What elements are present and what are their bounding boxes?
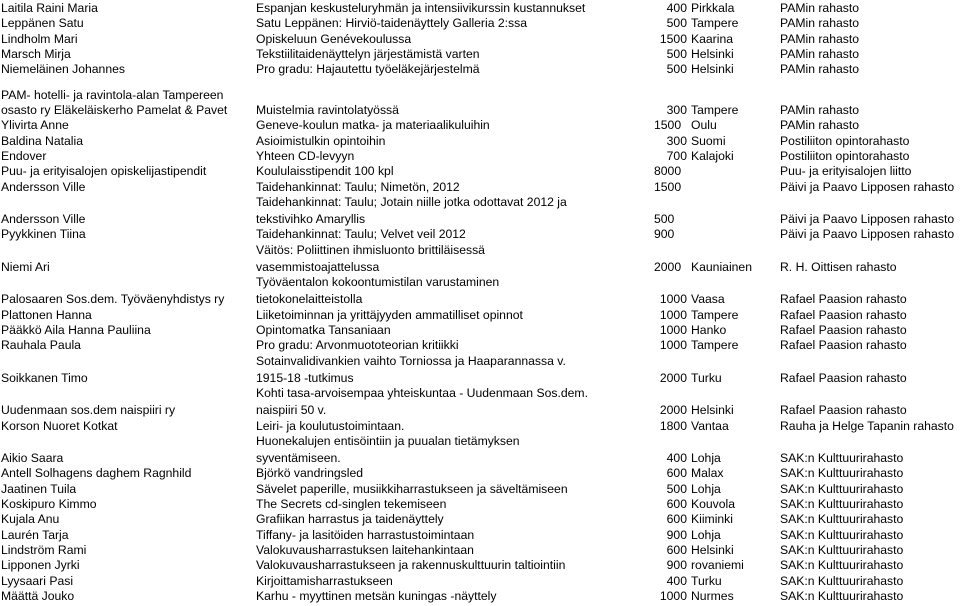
fund-name: Rafael Paasion rahasto: [780, 292, 907, 306]
grant-amount: 600: [666, 543, 687, 557]
grant-purpose: Valokuvausharrastukseen ja rakennuskulttuurin taltiointiin: [256, 558, 566, 572]
fund-name: PAMin rahasto: [780, 1, 860, 15]
grant-purpose: Espanjan keskusteluryhmän ja intensiivikurssin kustannukset: [256, 1, 586, 15]
recipient-location: Kalajoki: [691, 149, 734, 163]
grant-purpose: Liiketoiminnan ja yrittäjyyden ammatilliset opinnot: [256, 308, 523, 322]
fund-name: Päivi ja Paavo Lipposen rahasto: [780, 180, 955, 194]
recipient-location: Turku: [691, 371, 722, 385]
grant-amount: 1800: [659, 419, 687, 433]
grant-amount: 500: [654, 212, 675, 226]
grant-purpose: Kohti tasa-arvoisempaa yhteiskuntaa - Uudenmaan Sos.dem.: [256, 386, 588, 400]
grant-amount: 1500: [654, 180, 682, 194]
grant-purpose: syventämiseen.: [256, 451, 341, 465]
recipient-name: Puu- ja erityisalojen opiskelijastipendit: [1, 164, 207, 178]
fund-name: Postiliiton opintorahasto: [780, 149, 910, 163]
grant-purpose: Björkö vandringsled: [256, 466, 364, 480]
fund-name: SAK:n Kulttuurirahasto: [780, 512, 904, 526]
fund-name: PAMin rahasto: [780, 103, 860, 117]
fund-name: Rafael Paasion rahasto: [780, 308, 907, 322]
recipient-location: Tampere: [691, 16, 739, 30]
grant-purpose: Taidehankinnat: Taulu; Velvet veil 2012: [256, 227, 466, 241]
recipient-name: Koskipuro Kimmo: [1, 497, 97, 511]
grant-amount: 8000: [654, 164, 682, 178]
grant-purpose: Taidehankinnat: Taulu; Jotain niille jotka odottavat 2012 ja: [256, 195, 567, 209]
recipient-name: PAM- hotelli- ja ravintola-alan Tampereen: [1, 88, 224, 102]
recipient-location: Tampere: [691, 338, 739, 352]
grant-amount: 1000: [659, 292, 687, 306]
grant-amount: 500: [666, 482, 687, 496]
recipient-name: Rauhala Paula: [1, 338, 81, 352]
recipient-location: Nurmes: [691, 589, 734, 603]
recipient-name: Aikio Saara: [1, 451, 64, 465]
grant-amount: 900: [666, 528, 687, 542]
fund-name: PAMin rahasto: [780, 62, 860, 76]
grant-purpose: Grafiikan harrastus ja taidenäyttely: [256, 512, 444, 526]
recipient-location: Lohja: [691, 482, 721, 496]
recipient-location: Lohja: [691, 451, 721, 465]
grant-purpose: Tiffany- ja lasitöiden harrastustoimintaan: [256, 528, 475, 542]
grant-purpose: The Secrets cd-singlen tekemiseen: [256, 497, 447, 511]
recipient-location: Vantaa: [691, 419, 729, 433]
grant-amount: 1500: [659, 32, 687, 46]
grant-purpose: Satu Leppänen: Hirviö-taidenäyttely Galleria 2:ssa: [256, 16, 527, 30]
recipient-location: Malax: [691, 466, 724, 480]
recipient-name: Laurén Tarja: [1, 528, 69, 542]
fund-name: SAK:n Kulttuurirahasto: [780, 558, 904, 572]
fund-name: SAK:n Kulttuurirahasto: [780, 589, 904, 603]
fund-name: SAK:n Kulttuurirahasto: [780, 543, 904, 557]
recipient-name: Pyykkinen Tiina: [1, 227, 86, 241]
fund-name: Puu- ja erityisalojen liitto: [780, 164, 912, 178]
recipient-name: Baldina Natalia: [1, 134, 83, 148]
fund-name: PAMin rahasto: [780, 118, 860, 132]
recipient-location: Hanko: [691, 323, 727, 337]
recipient-name: Plattonen Hanna: [1, 308, 92, 322]
grant-amount: 400: [666, 451, 687, 465]
recipient-name: Laitila Raini Maria: [1, 1, 98, 15]
recipient-name: Uudenmaan sos.dem naispiiri ry: [1, 403, 176, 417]
recipient-name: Lindholm Mari: [1, 32, 78, 46]
grant-amount: 1000: [659, 308, 687, 322]
fund-name: PAMin rahasto: [780, 16, 860, 30]
grant-purpose: Karhu - myyttinen metsän kuningas -näyttely: [256, 589, 497, 603]
grant-amount: 2000: [654, 260, 682, 274]
recipient-location: Turku: [691, 574, 722, 588]
recipient-location: Helsinki: [691, 403, 734, 417]
grant-purpose: tekstivihko Amaryllis: [256, 212, 366, 226]
recipient-location: Lohja: [691, 528, 721, 542]
grant-purpose: Kirjoittamisharrastukseen: [256, 574, 393, 588]
recipient-name: Niemeläinen Johannes: [1, 62, 125, 76]
recipient-location: Helsinki: [691, 543, 734, 557]
recipient-location: Tampere: [691, 308, 739, 322]
grant-purpose: Sävelet paperille, musiikkiharrastukseen ja säveltämiseen: [256, 482, 568, 496]
recipient-name: Palosaaren Sos.dem. Työväenyhdistys ry: [1, 292, 225, 306]
recipient-location: Tampere: [691, 103, 739, 117]
fund-name: Rauha ja Helge Tapanin rahasto: [780, 419, 954, 433]
recipient-location: Kiiminki: [691, 512, 733, 526]
recipient-name: Andersson Ville: [1, 180, 86, 194]
recipient-name: Marsch Mirja: [1, 47, 71, 61]
grant-purpose: Geneve-koulun matka- ja materiaalikuluihin: [256, 118, 490, 132]
grant-amount: 400: [666, 1, 687, 15]
grant-amount: 700: [666, 149, 687, 163]
recipient-location: Pirkkala: [691, 1, 735, 15]
grant-purpose: Muistelmia ravintolatyössä: [256, 103, 399, 117]
fund-name: SAK:n Kulttuurirahasto: [780, 466, 904, 480]
grant-purpose: Sotainvalidivankien vaihto Torniossa ja Haaparannassa v.: [256, 354, 566, 368]
grant-purpose: Taidehankinnat: Taulu; Nimetön, 2012: [256, 180, 460, 194]
grant-amount: 300: [666, 134, 687, 148]
recipient-name: Ylivirta Anne: [1, 118, 69, 132]
grant-amount: 1000: [659, 338, 687, 352]
grant-amount: 600: [666, 466, 687, 480]
grant-purpose: Leiri- ja koulutustoimintaan.: [256, 419, 405, 433]
grant-purpose: Huonekalujen entisöintiin ja puualan tietämyksen: [256, 434, 520, 448]
grant-purpose: Asioimistulkin opintoihin: [256, 134, 386, 148]
fund-name: SAK:n Kulttuurirahasto: [780, 451, 904, 465]
grant-amount: 600: [666, 497, 687, 511]
grant-amount: 2000: [659, 371, 687, 385]
fund-name: R. H. Oittisen rahasto: [780, 260, 897, 274]
fund-name: SAK:n Kulttuurirahasto: [780, 574, 904, 588]
grant-purpose: Tekstiilitaidenäyttelyn järjestämistä varten: [256, 47, 480, 61]
recipient-name: Korson Nuoret Kotkat: [1, 419, 118, 433]
grant-amount: 600: [666, 512, 687, 526]
fund-name: SAK:n Kulttuurirahasto: [780, 528, 904, 542]
grant-amount: 300: [666, 103, 687, 117]
grant-amount: 1500: [654, 118, 682, 132]
grant-amount: 900: [654, 227, 675, 241]
recipient-name: Lindström Rami: [1, 543, 87, 557]
grant-purpose: tietokonelaitteistolla: [256, 292, 363, 306]
fund-name: SAK:n Kulttuurirahasto: [780, 497, 904, 511]
recipient-name: osasto ry Eläkeläiskerho Pamelat & Pavet: [1, 103, 228, 117]
recipient-location: rovaniemi: [691, 558, 744, 572]
grant-amount: 500: [666, 47, 687, 61]
recipient-location: Suomi: [691, 134, 726, 148]
grant-purpose: Opiskeluun Genévekoulussa: [256, 32, 412, 46]
fund-name: Päivi ja Paavo Lipposen rahasto: [780, 227, 955, 241]
recipient-name: Jaatinen Tuila: [1, 482, 77, 496]
fund-name: PAMin rahasto: [780, 47, 860, 61]
grant-amount: 1000: [659, 323, 687, 337]
grant-purpose: Väitös: Poliittinen ihmisluonto brittiläisessä: [256, 243, 485, 257]
grant-amount: 500: [666, 16, 687, 30]
fund-name: Päivi ja Paavo Lipposen rahasto: [780, 212, 955, 226]
recipient-location: Helsinki: [691, 62, 734, 76]
recipient-name: Andersson Ville: [1, 212, 86, 226]
recipient-name: Antell Solhagens daghem Ragnhild: [1, 466, 192, 480]
recipient-name: Määttä Jouko: [1, 589, 75, 603]
fund-name: SAK:n Kulttuurirahasto: [780, 482, 904, 496]
grant-amount: 2000: [659, 403, 687, 417]
grant-purpose: Pro gradu: Arvonmuototeorian kritiikki: [256, 338, 459, 352]
grant-purpose: Opintomatka Tansaniaan: [256, 323, 391, 337]
recipient-name: Pääkkö Aila Hanna Pauliina: [1, 323, 151, 337]
grant-amount: 500: [666, 62, 687, 76]
recipient-location: Helsinki: [691, 47, 734, 61]
fund-name: Rafael Paasion rahasto: [780, 371, 907, 385]
recipient-location: Oulu: [691, 118, 717, 132]
recipient-name: Leppänen Satu: [1, 16, 84, 30]
recipient-name: Niemi Ari: [1, 260, 50, 274]
recipient-name: Endover: [1, 149, 47, 163]
recipient-location: Kauniainen: [691, 260, 752, 274]
recipient-location: Vaasa: [691, 292, 725, 306]
recipient-name: Kujala Anu: [1, 512, 60, 526]
grant-purpose: Yhteen CD-levyyn: [256, 149, 355, 163]
fund-name: Rafael Paasion rahasto: [780, 403, 907, 417]
grant-amount: 900: [666, 558, 687, 572]
grant-amount: 400: [666, 574, 687, 588]
grant-purpose: Koululaisstipendit 100 kpl: [256, 164, 394, 178]
recipient-name: Soikkanen Timo: [1, 371, 88, 385]
grant-purpose: Valokuvausharrastuksen laitehankintaan: [256, 543, 474, 557]
fund-name: Rafael Paasion rahasto: [780, 338, 907, 352]
recipient-name: Lipponen Jyrki: [1, 558, 80, 572]
grant-purpose: 1915-18 -tutkimus: [256, 371, 354, 385]
grant-purpose: Pro gradu: Hajautettu työeläkejärjestelmä: [256, 62, 480, 76]
fund-name: PAMin rahasto: [780, 32, 860, 46]
recipient-location: Kaarina: [691, 32, 734, 46]
grant-purpose: vasemmistoajattelussa: [256, 260, 380, 274]
grant-purpose: naispiiri 50 v.: [256, 403, 327, 417]
fund-name: Postiliiton opintorahasto: [780, 134, 910, 148]
fund-name: Rafael Paasion rahasto: [780, 323, 907, 337]
grant-amount: 1000: [659, 589, 687, 603]
recipient-location: Kouvola: [691, 497, 736, 511]
grant-purpose: Työväentalon kokoontumistilan varustaminen: [256, 275, 500, 289]
recipient-name: Lyysaari Pasi: [1, 574, 74, 588]
